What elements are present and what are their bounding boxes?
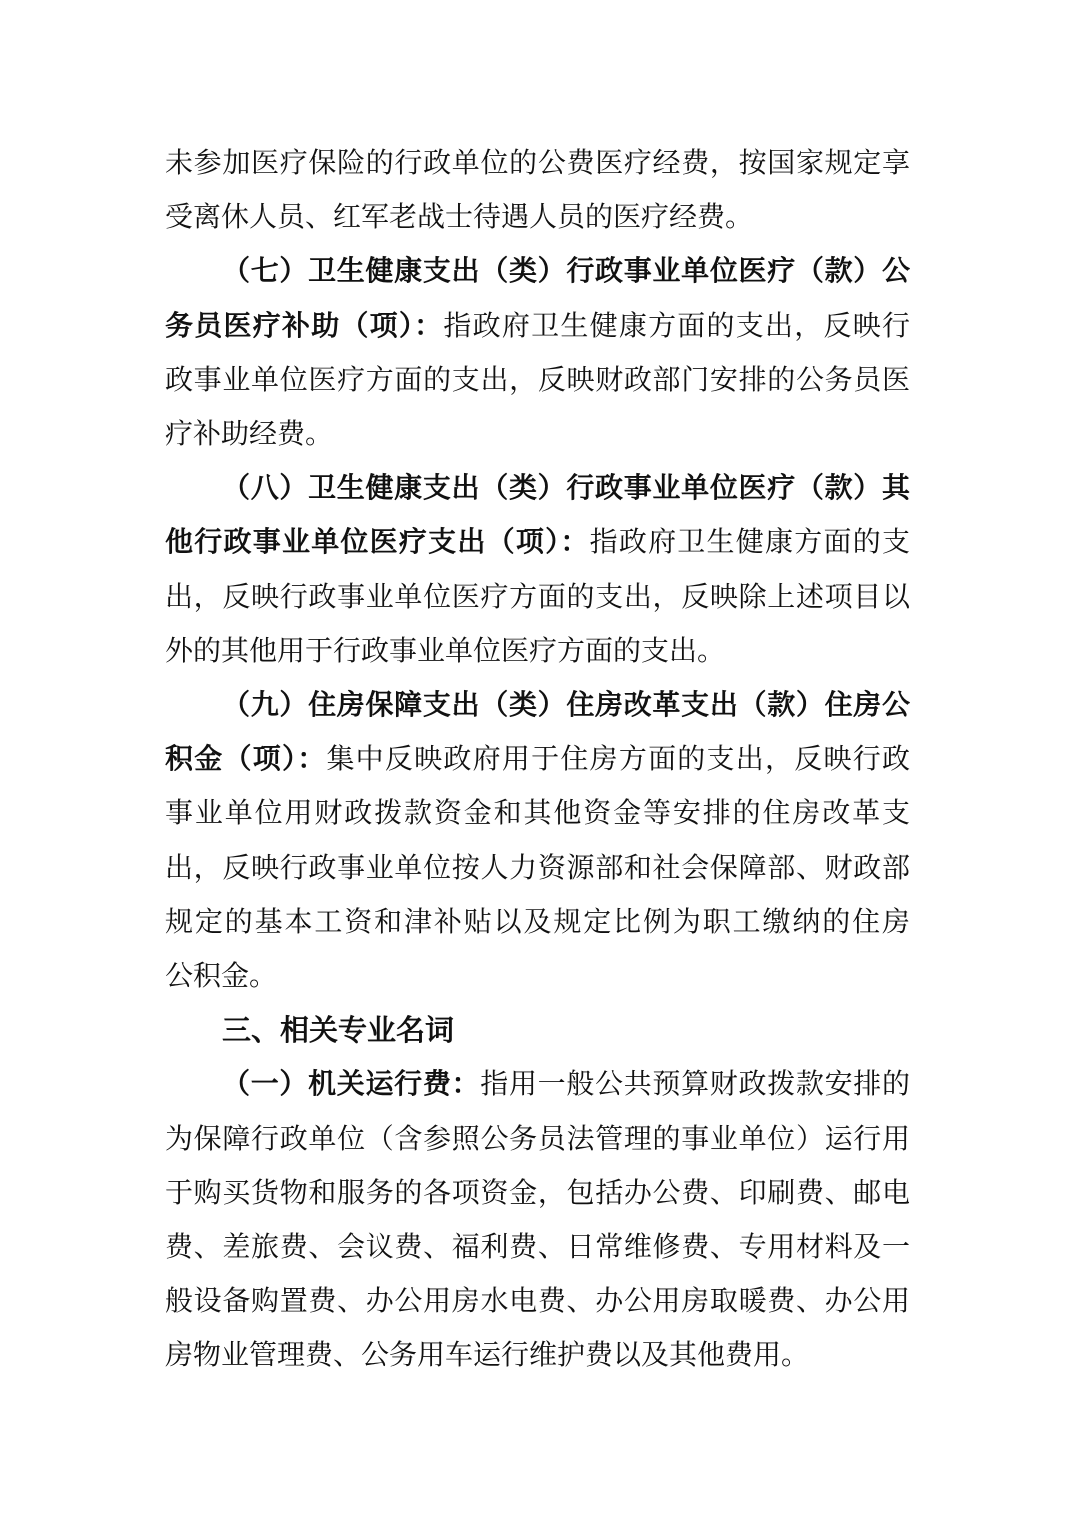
text-line [165,793,910,833]
body-text: 公积金。 [165,959,278,992]
body-text: 指政府卫生健康方面的支 [589,525,910,559]
body-text: 未参加医疗保险的行政单位的公费医疗经费，按国家规定享 [165,146,910,179]
body-text: 规定的基本工资和津补贴以及规定比例为职工缴纳的住房 [165,904,910,938]
text-line [222,1064,910,1104]
bold-term: （一）机关运行费： [222,1067,481,1101]
text-line [165,902,910,942]
text-line [222,468,910,508]
text-line [165,306,910,346]
text-line [165,143,910,183]
bold-term: （九）住房保障支出（类）住房改革支出（款）住房公 [222,688,910,721]
body-text: 政事业单位医疗方面的支出，反映财政部门安排的公务员医 [165,362,910,396]
body-text: 受离休人员、红军老战士待遇人员的医疗经费。 [165,200,754,234]
body-text: 为保障行政单位（含参照公务员法管理的事业单位）运行用 [165,1121,910,1155]
text-line [165,956,910,996]
bold-term: 三、相关专业名词 [222,1013,455,1048]
body-text: 指政府卫生健康方面的支出，反映行 [443,308,910,342]
text-line [165,848,910,888]
bold-term: （七）卫生健康支出（类）行政事业单位医疗（款）公 [222,254,910,288]
body-text: 出，反映行政事业单位医疗方面的支出，反映除上述项目以 [165,579,910,613]
text-line [165,577,910,617]
text-line [165,1335,910,1375]
body-text: 房物业管理费、公务用车运行维护费以及其他费用。 [165,1338,810,1372]
bold-term: 他行政事业单位医疗支出（项）： [165,525,590,559]
bold-term: （八）卫生健康支出（类）行政事业单位医疗（款）其 [222,471,910,505]
bold-term: 积金（项）： [165,742,327,776]
body-text: 事业单位用财政拨款资金和其他资金等安排的住房改革支 [165,796,910,830]
body-text: 于购买货物和服务的各项资金，包括办公费、印刷费、邮电 [165,1175,910,1209]
text-line [222,251,910,291]
section-heading [222,1010,910,1050]
text-line [165,1227,910,1267]
bold-term: 务员医疗补助（项）： [165,308,444,342]
text-line [165,739,910,779]
body-text: 费、差旅费、会议费、福利费、日常维修费、专用材料及一 [165,1230,910,1263]
body-text: 指用一般公共预算财政拨款安排的 [480,1067,910,1101]
body-text: 集中反映政府用于住房方面的支出，反映行政 [326,742,910,776]
text-line [165,1119,910,1159]
text-line [165,360,910,400]
text-line [222,685,910,725]
text-line [165,1281,910,1321]
text-line [165,522,910,562]
body-text: 疗补助经费。 [165,417,334,450]
text-line [165,631,910,671]
body-text: 般设备购置费、办公用房水电费、办公用房取暖费、办公用 [165,1284,910,1318]
text-line [165,414,910,454]
text-line [165,1173,910,1213]
body-text: 外的其他用于行政事业单位医疗方面的支出。 [165,633,726,667]
body-text: 出，反映行政事业单位按人力资源部和社会保障部、财政部 [165,850,910,884]
text-line [165,197,910,237]
